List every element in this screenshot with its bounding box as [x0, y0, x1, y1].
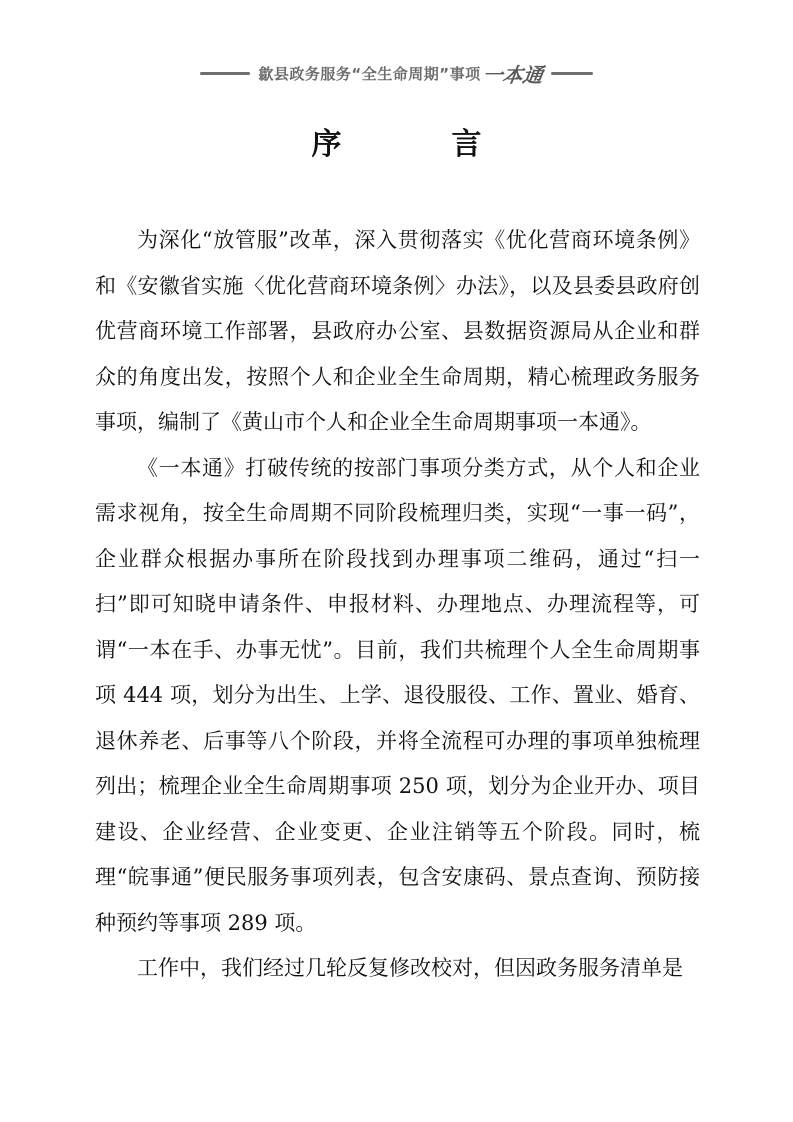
header-logo: 一本通	[480, 62, 545, 87]
paragraph-3: 工作中，我们经过几轮反复修改校对，但因政务服务清单是	[137, 956, 683, 980]
running-header	[0, 60, 793, 86]
body-text	[95, 218, 700, 992]
header-rule-right	[551, 72, 593, 75]
paragraph-2: 《一本通》打破传统的按部门事项分类方式，从个人和企业需求视角，按全生命周期不同阶段梳理归类，实现“一事一码”，企业群众根据办事所在阶段找到办理事项二维码，通过“扫一扫”即可知晓申请条件、申报材料、办理地点、办理流程等，可谓“一本在手、办事无忧”。目前，我们共梳理个人全生命周期事项 444 项，划分为出生、上学、退役服役、工作、置业、婚育、退休养老、后事等八个阶段，并将全流程可办理的事项单独梳理列出；梳理企业全生命周期事项 250 项，划分为企业开办、项目建设、企业经营、企业变更、企业注销等五个阶段。同时，梳理“皖事通”便民服务事项列表，包含安康码、景点查询、预防接种预约等事项 289 项。	[95, 455, 700, 935]
page-title: 序 言	[311, 127, 522, 162]
header-text: 歙县政务服务“全生命周期”事项	[258, 64, 481, 83]
paragraph-1: 为深化“放管服”改革，深入贯彻落实《优化营商环境条例》和《安徽省实施〈优化营商环境条例〉办法》，以及县委县政府创优营商环境工作部署，县政府办公室、县数据资源局从企业和群众的角度出发，按照个人和企业全生命周期，精心梳理政务服务事项，编制了《黄山市个人和企业全生命周期事项一本通》。	[95, 228, 700, 434]
header-rule-left	[200, 72, 250, 75]
